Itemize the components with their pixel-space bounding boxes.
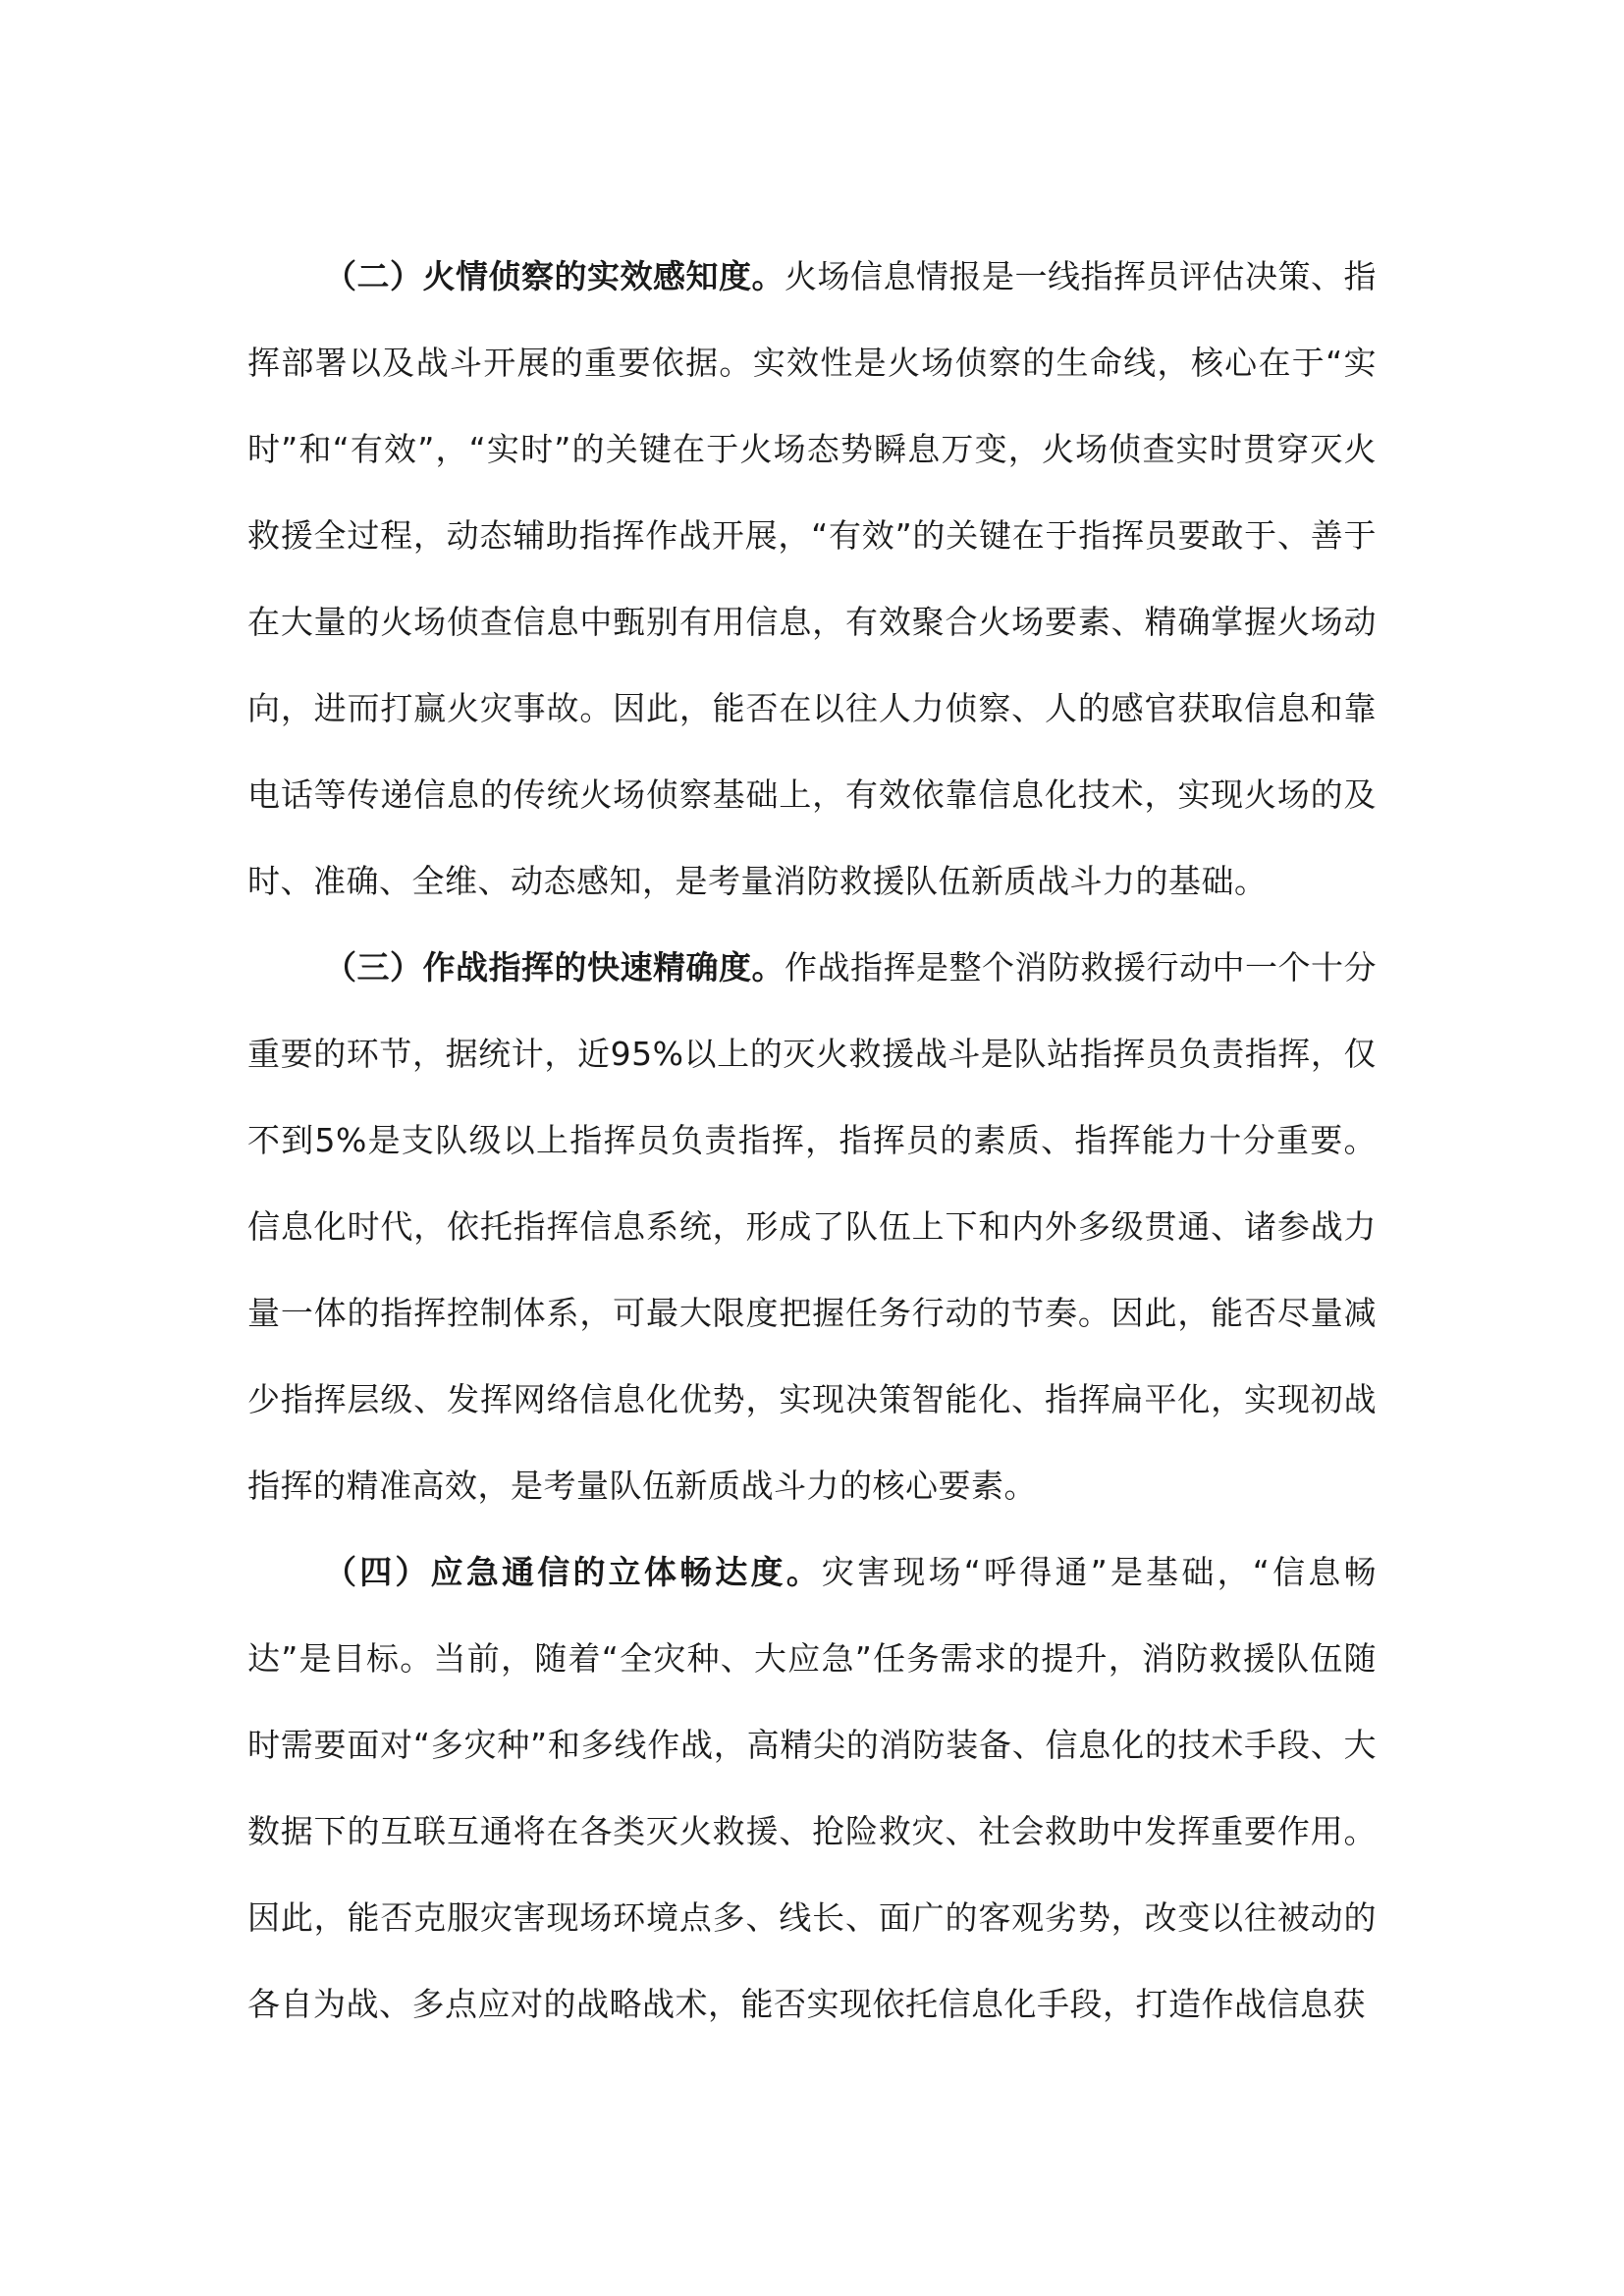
- section-heading-combat-command: （三）作战指挥的快速精确度。: [324, 948, 785, 987]
- section-heading-emergency-communication: （四）应急通信的立体畅达度。: [324, 1553, 822, 1591]
- paragraph-text-emergency-communication: 灾害现场“呼得通”是基础，“信息畅达”是目标。当前，随着“全灾种、大应急”任务需求的提升，消防救援队伍随时需要面对“多灾种”和多线作战，高精尖的消防装备、信息化的技术手段、大数据下的互联互通将在各类灭火救援、抢险救灾、社会救助中发挥重要作用。因此，能否克服灾害现场环境点多、线长、面广的客观劣势，改变以往被动的各自为战、多点应对的战略战术，能否实现依托信息化手段，打造作战信息获: [247, 1553, 1378, 2023]
- paragraph-fire-reconnaissance: [247, 234, 1377, 925]
- paragraph-text-fire-reconnaissance: 火场信息情报是一线指挥员评估决策、指挥部署以及战斗开展的重要依据。实效性是火场侦察的生命线，核心在于“实时”和“有效”，“实时”的关键在于火场态势瞬息万变，火场侦查实时贯穿灭火救援全过程，动态辅助指挥作战开展，“有效”的关键在于指挥员要敢于、善于在大量的火场侦查信息中甄别有用信息，有效聚合火场要素、精确掌握火场动向，进而打赢火灾事故。因此，能否在以往人力侦察、人的感官获取信息和靠电话等传递信息的传统火场侦察基础上，有效依靠信息化技术，实现火场的及时、准确、全维、动态感知，是考量消防救援队伍新质战斗力的基础。: [247, 257, 1377, 900]
- section-heading-fire-reconnaissance: （二）火情侦察的实效感知度。: [324, 257, 785, 295]
- paragraph-combat-command: [247, 925, 1377, 1529]
- paragraph-emergency-communication: [247, 1529, 1377, 2048]
- paragraph-text-combat-command: 作战指挥是整个消防救援行动中一个十分重要的环节，据统计，近95%以上的灭火救援战斗是队站指挥员负责指挥，仅不到5%是支队级以上指挥员负责指挥，指挥员的素质、指挥能力十分重要。信息化时代，依托指挥信息系统，形成了队伍上下和内外多级贯通、诸参战力量一体的指挥控制体系，可最大限度把握任务行动的节奏。因此，能否尽量减少指挥层级、发挥网络信息化优势，实现决策智能化、指挥扁平化，实现初战指挥的精准高效，是考量队伍新质战斗力的核心要素。: [247, 948, 1377, 1505]
- document-body: [247, 234, 1377, 2048]
